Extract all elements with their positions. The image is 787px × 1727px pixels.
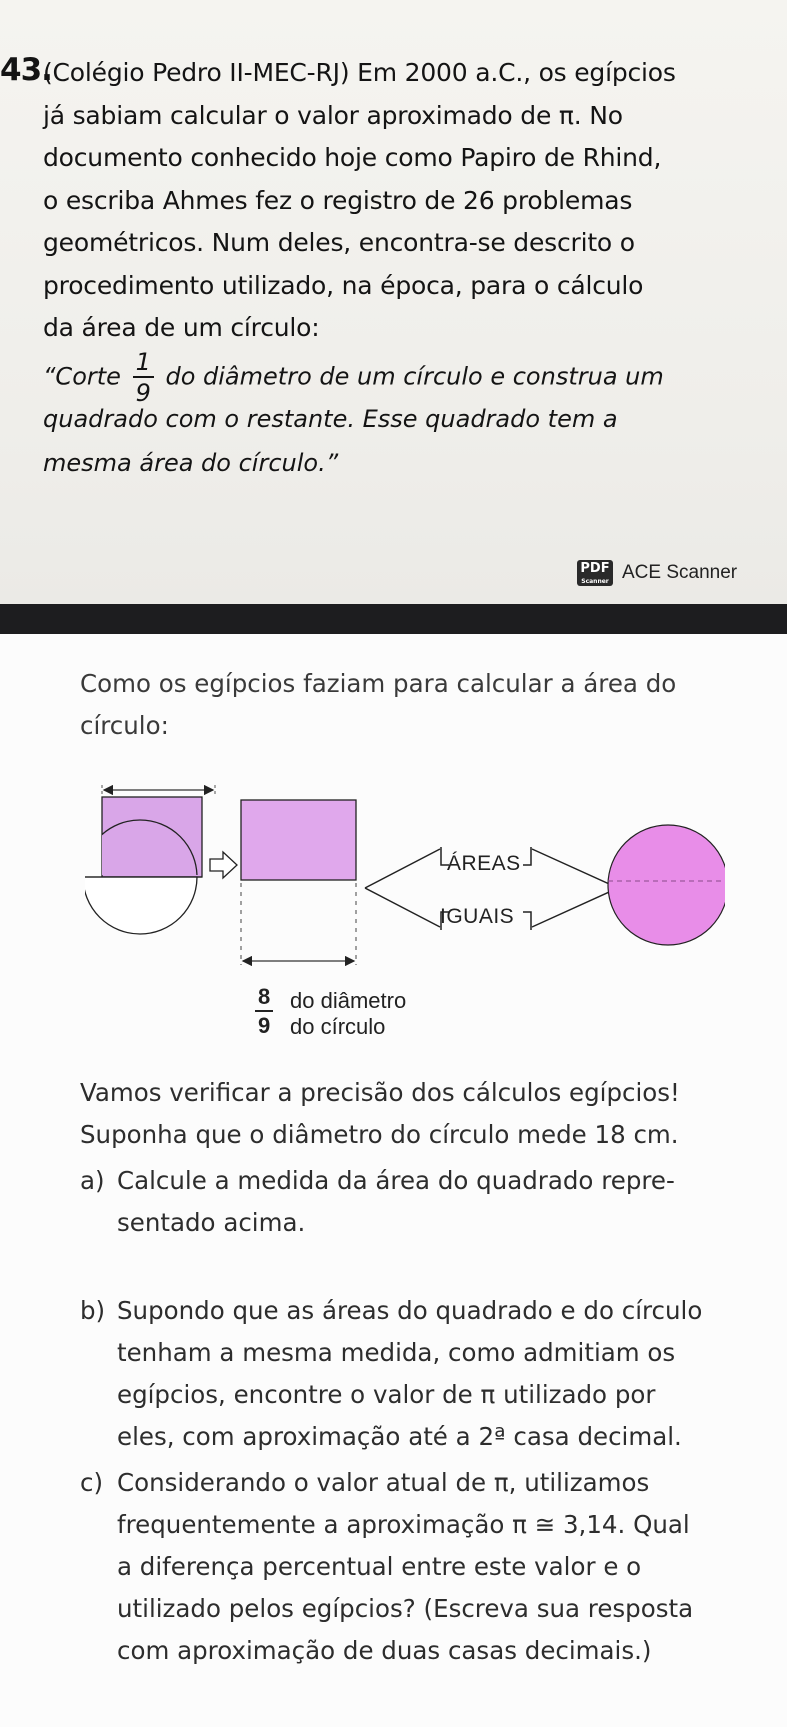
quote-line-2: quadrado com o restante. Esse quadrado tem a	[43, 405, 618, 433]
item-line: Considerando o valor atual de π, utilizamos	[117, 1468, 650, 1497]
figure-caption	[290, 988, 406, 1040]
item-body	[117, 1290, 777, 1458]
equal-bracket-right	[532, 849, 618, 927]
fraction-denominator: 9	[258, 1013, 271, 1038]
circle-bottom-half	[85, 877, 197, 934]
item-label: a)	[80, 1166, 105, 1195]
question-number: 43.	[0, 52, 52, 88]
iguais-label: IGUAIS	[440, 905, 515, 928]
item-body	[117, 1462, 777, 1672]
caption-line: do diâmetro	[290, 988, 407, 1013]
hollow-arrow-icon	[210, 852, 237, 878]
item-line: egípcios, encontre o valor de π utilizado por	[117, 1380, 656, 1409]
scanner-watermark	[577, 560, 737, 586]
logo-subtext: Scanner	[581, 578, 609, 585]
caption-line: do círculo	[290, 1014, 386, 1039]
item-line: Supondo que as áreas do quadrado e do círculo	[117, 1296, 703, 1325]
intro-line: Como os egípcios faziam para calcular a área do	[80, 669, 677, 698]
item-line: utilizado pelos egípcios? (Escreva sua resposta	[117, 1594, 694, 1623]
statement-line: documento conhecido hoje como Papiro de Rhind,	[43, 143, 662, 172]
item-label: c)	[80, 1468, 104, 1497]
target-circle	[608, 825, 725, 945]
verify-line: Vamos verificar a precisão dos cálculos egípcios!	[80, 1078, 680, 1107]
item-line: tenham a mesma medida, como admitiam os	[117, 1338, 676, 1367]
statement-line: da área de um círculo:	[43, 313, 320, 342]
verify-line: Suponha que o diâmetro do círculo mede 18 cm.	[80, 1120, 679, 1149]
equivalent-square	[241, 800, 356, 880]
verify-text	[80, 1072, 770, 1156]
areas-label: ÁREAS	[447, 852, 521, 875]
figure-fraction	[255, 986, 273, 1037]
quote-line-1	[43, 350, 773, 405]
statement-line: procedimento utilizado, na época, para o cálculo	[43, 270, 644, 300]
item-body	[117, 1160, 777, 1244]
statement-line: o escriba Ahmes fez o registro de 26 problemas	[43, 185, 633, 215]
bracket-tick-tr	[523, 847, 531, 865]
item-line: a diferença percentual entre este valor e o	[117, 1552, 642, 1581]
page-separator	[0, 604, 787, 634]
fraction-numerator: 1	[133, 350, 154, 378]
item-label: b)	[80, 1296, 106, 1325]
question-statement	[43, 52, 773, 350]
quote-part-2: do diâmetro de um círculo e construa um	[165, 362, 664, 391]
statement-line: (Colégio Pedro II-MEC-RJ) Em 2000 a.C., os egípcios	[43, 58, 676, 87]
fraction-numerator: 8	[255, 986, 273, 1012]
pdf-scanner-logo	[577, 560, 613, 586]
statement-line: geométricos. Num deles, encontra-se descrito o	[43, 228, 635, 257]
quote-part-1: “Corte	[43, 362, 121, 391]
item-line: com aproximação de duas casas decimais.)	[117, 1636, 652, 1665]
quote-line-3: mesma área do círculo.”	[43, 449, 339, 477]
fraction-denominator: 9	[135, 379, 151, 407]
fraction-one-ninth	[133, 350, 154, 405]
item-line: eles, com aproximação até a 2ª casa decimal.	[117, 1422, 682, 1451]
equal-bracket-left	[365, 849, 440, 927]
item-line: frequentemente a aproximação π ≅ 3,14. Qual	[117, 1510, 690, 1539]
item-line: Calcule a medida da área do quadrado repre-	[117, 1166, 675, 1195]
intro-text	[80, 663, 770, 747]
statement-line: já sabiam calcular o valor aproximado de π. No	[43, 100, 623, 130]
logo-text: PDF	[580, 561, 610, 576]
egyptian-method-figure	[85, 755, 725, 1075]
scanner-label: ACE Scanner	[622, 562, 738, 583]
item-line: sentado acima.	[117, 1208, 306, 1237]
bracket-tick-br	[523, 912, 531, 930]
fraction-eight-ninths	[255, 986, 273, 1037]
intro-line: círculo:	[80, 711, 169, 740]
